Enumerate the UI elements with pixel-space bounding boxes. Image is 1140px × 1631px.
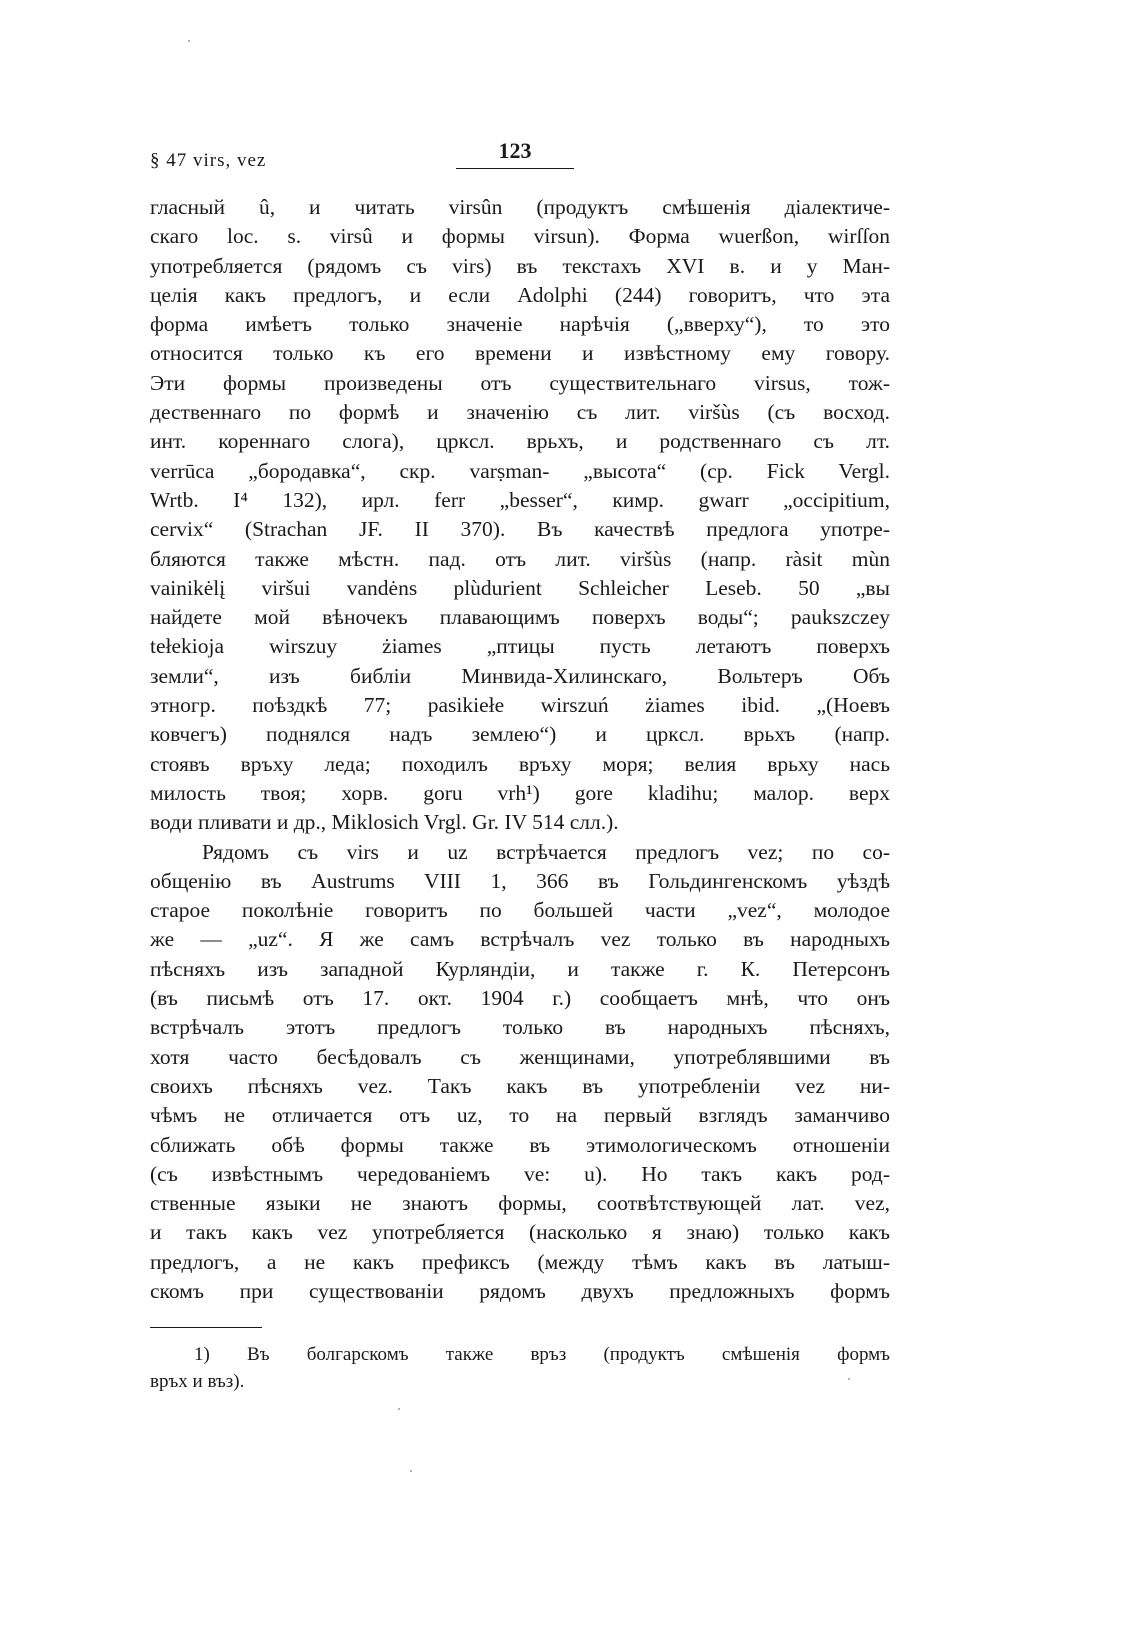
text-line: целія какъ предлогъ, и если Adolphi (244) говоритъ, что эта bbox=[150, 282, 890, 307]
text-line: бляются также мѣстн. пад. отъ лит. viršùs (напр. ràsit mùn bbox=[150, 546, 890, 571]
text-line: старое поколѣніе говоритъ по большей части „vez“, молодое bbox=[150, 898, 890, 923]
text-line: пѣсняхъ изъ западной Курляндіи, и также г. К. Петерсонъ bbox=[150, 956, 890, 981]
text-line: земли“, изъ библіи Минвида-Хилинскаго, Вольтеръ Объ bbox=[150, 663, 890, 688]
footnotes bbox=[150, 1341, 890, 1395]
running-header bbox=[150, 138, 890, 178]
footnote-divider bbox=[150, 1327, 262, 1328]
text-line: чѣмъ не отличается отъ uz, то на первый взглядъ заманчиво bbox=[150, 1103, 890, 1128]
text-line: дественнаго по формѣ и значенію съ лит. viršùs (съ восход. bbox=[150, 400, 890, 425]
text-line: скомъ при существованіи рядомъ двухъ предложныхъ формъ bbox=[150, 1278, 890, 1303]
footnote-line: 1) Въ болгарскомъ также връз (продуктъ смѣшенія формъ bbox=[194, 1344, 890, 1365]
scan-speck bbox=[410, 1470, 412, 1472]
text-line: cervix“ (Strachan JF. II 370). Въ качествѣ предлога употре- bbox=[150, 517, 890, 542]
text-line: ственные языки не знаютъ формы, соотвѣтствующей лат. vez, bbox=[150, 1191, 890, 1216]
text-line: ковчегъ) поднялся надъ землею“) и цркcл. врьхъ (напр. bbox=[150, 722, 890, 747]
text-line: (въ письмѣ отъ 17. окт. 1904 г.) сообщаетъ мнѣ, что онъ bbox=[150, 986, 890, 1011]
text-line: стоявъ връху леда; походилъ връху моря; велия врьху нась bbox=[150, 751, 890, 776]
text-line: встрѣчалъ этотъ предлогъ только въ народныхъ пѣсняхъ, bbox=[150, 1015, 890, 1040]
section-reference: § 47 virs, vez bbox=[150, 150, 267, 171]
text-line: своихъ пѣсняхъ vez. Такъ какъ въ употребленіи vez ни- bbox=[150, 1073, 890, 1098]
text-line: гласный û, и читать virsûn (продуктъ смѣшенія діалектиче- bbox=[150, 195, 890, 219]
footnote-line: връх и въз). bbox=[150, 1371, 245, 1392]
text-line: Эти формы произведены отъ существительнаго virsus, тож- bbox=[150, 370, 890, 395]
text-line: предлогъ, а не какъ префиксъ (между тѣмъ какъ въ латыш- bbox=[150, 1249, 890, 1274]
text-line: сближать обѣ формы также въ этимологическомъ отношеніи bbox=[150, 1132, 890, 1157]
text-line: Рядомъ съ virs и uz встрѣчается предлогъ vez; по со- bbox=[202, 839, 890, 864]
text-line: милость твоя; хорв. goru vrh¹) gore kladihu; малор. верх bbox=[150, 780, 890, 805]
body-text bbox=[150, 193, 890, 1306]
text-line: инт. кореннаго слога), цркcл. врьхъ, и родственнаго съ лт. bbox=[150, 429, 890, 454]
text-line: общенію въ Austrums VIII 1, 366 въ Гольдингенскомъ уѣздѣ bbox=[150, 868, 890, 893]
text-line: (съ извѣстнымъ чередованіемъ ve: u). Но такъ какъ род- bbox=[150, 1161, 890, 1186]
text-line: употребляется (рядомъ съ virs) въ текстахъ XVI в. и у Ман- bbox=[150, 253, 890, 278]
text-line: этногр. поѣздкѣ 77; pasikiełe wirszuń żiames ibid. „(Ноевъ bbox=[150, 693, 890, 718]
scan-speck bbox=[848, 1378, 850, 1380]
scan-speck bbox=[398, 1408, 400, 1410]
text-line: найдете мой вѣночекъ плавающимъ поверхъ воды“; paukszczey bbox=[150, 605, 890, 630]
scan-speck bbox=[188, 40, 190, 42]
text-line: води пливати и др., Miklosich Vrgl. Gr. IV 514 cлл.). bbox=[150, 810, 619, 835]
text-line: и такъ какъ vez употребляется (насколько я знаю) только какъ bbox=[150, 1220, 890, 1245]
text-line: Wrtb. I⁴ 132), ирл. ferr „besser“, кимр. gwarr „occipitium, bbox=[150, 487, 890, 512]
text-line: форма имѣетъ только значеніе нарѣчія („вверху“), то это bbox=[150, 312, 890, 337]
text-line: verrūca „бородавка“, скр. varṣman- „высота“ (ср. Fick Vergl. bbox=[150, 458, 890, 483]
text-line: относится только къ его времени и извѣстному ему говору. bbox=[150, 341, 890, 366]
page-number: 123 bbox=[456, 138, 574, 169]
text-line: хотя часто бесѣдовалъ съ женщинами, употреблявшими въ bbox=[150, 1044, 890, 1069]
text-line: vainikėlį viršui vandėns plùdurient Schleicher Leseb. 50 „вы bbox=[150, 575, 890, 600]
text-line: скаго loc. s. virsû и формы virsun). Форма wuerßon, wirſſon bbox=[150, 224, 890, 249]
text-line: tełekioja wirszuy żiames „птицы пусть летаютъ поверхъ bbox=[150, 634, 890, 659]
text-line: же — „uz“. Я же самъ встрѣчалъ vez только въ народныхъ bbox=[150, 927, 890, 952]
